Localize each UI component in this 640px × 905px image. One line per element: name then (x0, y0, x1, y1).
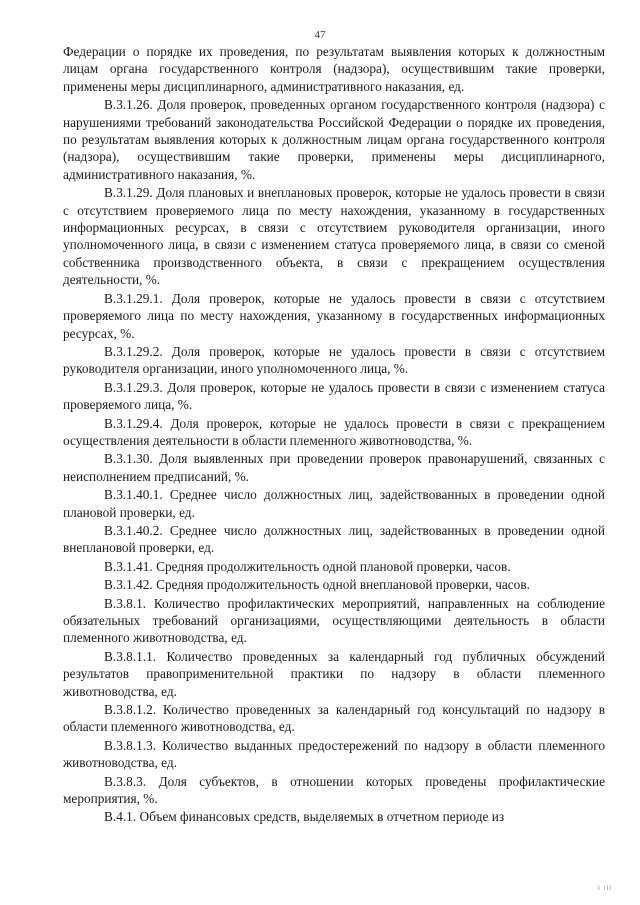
paragraph: В.3.8.1. Количество профилактических мероприятий, направленных на соблюдение обязательных требований организациями, осуществляющими деятельность в области племенного животноводства, ед. (63, 595, 605, 646)
paragraph: В.3.1.40.1. Среднее число должностных лиц, задействованных в проведении одной плановой проверки, ед. (63, 487, 605, 520)
page-number: 47 (314, 29, 326, 41)
paragraph: В.3.1.29.2. Доля проверок, которые не удалось провести в связи с отсутствием руководителя организации, иного уполномоченного лица, %. (63, 343, 605, 377)
paragraph: В.3.1.29.1. Доля проверок, которые не удалось провести в связи с отсутствием проверяемого лица по месту нахождения, указанному в государственных информационных ресурсах, %. (63, 290, 605, 341)
paragraph: В.3.1.29.4. Доля проверок, которые не удалось провести в связи с прекращением осуществления деятельности в области племенного животноводства, %. (63, 415, 605, 448)
scan-mark: I III (598, 885, 612, 892)
paragraph: В.3.1.30. Доля выявленных при проведении проверок правонарушений, связанных с неисполнением предписаний, %. (63, 451, 605, 484)
paragraph: Федерации о порядке их проведения, по результатам выявления которых к должностным лицам органа государственного контроля (надзора), осуществившим такие проверки, применены меры дисциплинарного, административного наказания, ед. (63, 44, 605, 94)
paragraph: В.3.1.40.2. Среднее число должностных лиц, задействованных в проведении одной внеплановой проверки, ед. (63, 522, 605, 556)
paragraph: В.3.1.42. Средняя продолжительность одной внеплановой проверки, часов. (104, 577, 530, 593)
paragraph: В.3.1.41. Средняя продолжительность одной плановой проверки, часов. (104, 558, 511, 574)
paragraph: В.4.1. Объем финансовых средств, выделяемых в отчетном периоде из (104, 809, 505, 825)
paragraph: В.3.8.1.1. Количество проведенных за календарный год публичных обсуждений результатов правоприменительной практики по надзору в области племенного животноводства, ед. (63, 648, 605, 699)
document-body (63, 43, 605, 827)
paragraph: В.3.1.26. Доля проверок, проведенных органом государственного контроля (надзора) с нарушениями требований законодательства Российской Федерации о порядке их проведения, по результатам выявления которых к должностным лицам органа государственного контроля (надзора), осуществившим такие проверки, применены меры дисциплинарного, административного наказания, %. (63, 97, 605, 182)
paragraph: В.3.8.1.2. Количество проведенных за календарный год консультаций по надзору в области племенного животноводства, ед. (63, 702, 605, 735)
paragraph: В.3.8.3. Доля субъектов, в отношении которых проведены профилактические мероприятия, %. (63, 773, 605, 807)
paragraph: В.3.1.29.3. Доля проверок, которые не удалось провести в связи с изменением статуса проверяемого лица, %. (63, 379, 605, 413)
paragraph: В.3.8.1.3. Количество выданных предостережений по надзору в области племенного животноводства, ед. (63, 737, 605, 771)
paragraph: В.3.1.29. Доля плановых и внеплановых проверок, которые не удалось провести в связи с отсутствием проверяемого лица по месту нахождения, указанному в государственных информационных ресурсах, в связи с отсутствием руководителя организации, иного уполномоченного лица, в связи с изменением статуса проверяемого лица, в связи со сменой собственника производственного объекта, в связи с прекращением осуществления деятельности, %. (63, 185, 605, 288)
